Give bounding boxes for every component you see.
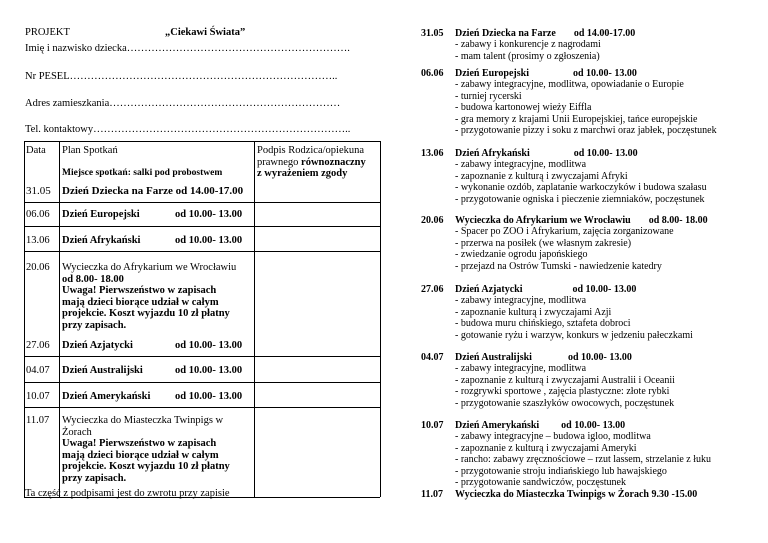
pesel-field: Nr PESEL………………………………………………………………….. [25, 71, 338, 82]
projekt-label: PROJEKT [25, 27, 70, 38]
address-field: Adres zamieszkania………………………………………………………… [25, 98, 341, 109]
row-date: 31.05 [26, 185, 51, 197]
row-date: 20.06 [26, 262, 50, 273]
schedule-date: 31.05 [421, 28, 444, 39]
row-plan-title: Dzień Australijski [62, 365, 143, 376]
row-plan-time: od 10.00- 13.00 [175, 391, 243, 402]
schedule-date: 10.07 [421, 420, 444, 431]
row-plan-title: Dzień Afrykański [62, 235, 141, 246]
row-plan-trip: Wycieczka do Miasteczka Twinpigs w Żorach Uwaga! Pierwszeństwo w zapisach mają dzieci biorące udział w całym projekcie. Koszt wyjazdu 10 zł płatny przy zapisach. [62, 415, 230, 484]
schedule-date: 27.06 [421, 284, 444, 295]
row-plan-time: od 10.00- 13.00 [175, 340, 243, 351]
row-date: 27.06 [26, 340, 50, 351]
meeting-place-note: Miejsce spotkań: salki pod probostwem [62, 168, 223, 178]
row-date: 06.06 [26, 209, 50, 220]
schedule-date: 20.06 [421, 215, 444, 226]
schedule-date: 11.07 [421, 489, 443, 500]
schedule-date: 06.06 [421, 68, 444, 79]
row-date: 11.07 [26, 415, 50, 426]
row-plan-title: Dzień Azjatycki [62, 340, 133, 351]
row-plan-time: od 10.00- 13.00 [175, 235, 243, 246]
phone-field: Tel. kontaktowy……………………………………………………………….. [25, 124, 351, 135]
schedule-entry: Wycieczka do Afrykarium we Wrocławiu od 8.00- 18.00 - Spacer po ZOO i Afrykarium, zajęcia zorganizowane - przerwa na posiłek (we własnym zakresie) - zwiedzanie ogrodu japońskiego - przejazd na Ostrów Tumski - nawiedzenie katedry [455, 215, 708, 272]
schedule-entry: Wycieczka do Miasteczka Twinpigs w Żorach 9.30 -15.00 [455, 489, 698, 500]
row-plan-time: od 10.00- 13.00 [175, 365, 243, 376]
child-name-field: Imię i nazwisko dziecka………………………………………………………. [25, 43, 350, 54]
schedule-entry: Dzień Afrykański od 10.00- 13.00 - zabawy integracyjne, modlitwa - zapoznanie z kulturą i zwyczajami Afryki - wykonanie ozdób, zaplatanie warkoczyków i budowa szałasu - przygotowanie ogniska i pieczenie ziemniaków, poczęstunek [455, 148, 707, 205]
schedule-entry: Dzień Dziecka na Farze od 14.00-17.00 - zabawy i konkurencje z nagrodami - mam talent (prosimy o zgłoszenia) [455, 28, 636, 62]
return-note: Ta część z podpisami jest do zwrotu przy zapisie [25, 488, 230, 499]
column-header-date: Data [26, 145, 46, 156]
schedule-date: 04.07 [421, 352, 444, 363]
schedule-entry: Dzień Australijski od 10.00- 13.00 - zabawy integracyjne, modlitwa - zapoznanie z kulturą i zwyczajami Australii i Oceanii - rozgrywki sportowe , zajęcia plastyczne: złote rybki - przygotowanie szaszłyków owocowych, poczęstunek [455, 352, 675, 409]
row-plan-title: Dzień Amerykański [62, 391, 151, 402]
row-plan-title: Dzień Europejski [62, 209, 140, 220]
schedule-entry: Dzień Europejski od 10.00- 13.00 - zabawy integracyjne, modlitwa, opowiadanie o Europie - turniej rycerski - budowa kartonowej wieży Eiffla - gra memory z krajami Unii Europejskiej, tańce europejskie - przygotowanie pizzy i soku z marchwi oraz jabłek, poczęstunek [455, 68, 717, 137]
row-plan-time: od 10.00- 13.00 [175, 209, 243, 220]
schedule-date: 13.06 [421, 148, 444, 159]
schedule-entry: Dzień Azjatycki od 10.00- 13.00 - zabawy integracyjne, modlitwa - zapoznanie kulturą i zwyczajami Azji - budowa muru chińskiego, sztafeta dobroci - gotowanie ryżu i warzyw, konkurs w jedzeniu pałeczkami [455, 284, 693, 341]
document-title: „Ciekawi Świata” [165, 27, 246, 38]
row-date: 04.07 [26, 365, 50, 376]
column-header-signature: Podpis Rodzica/opiekuna prawnego równoznaczny z wyrażeniem zgody [257, 145, 366, 179]
schedule-entry: Dzień Amerykański od 10.00- 13.00 - zabawy integracyjne – budowa igloo, modlitwa - zapoznanie z kulturą i zwyczajami Ameryki - rancho: zabawy zręcznościowe – rzut lassem, strzelanie z łuku - przygotowanie stroju indiańskiego lub hawajskiego - przygotowanie sandwiczów, poczęstunek [455, 420, 711, 489]
row-plan-trip: Wycieczka do Afrykarium we Wrocławiu od 8.00- 18.00 Uwaga! Pierwszeństwo w zapisach mają dzieci biorące udział w całym projekcie. Koszt wyjazdu 10 zł płatny przy zapisach. [62, 262, 237, 331]
column-header-plan: Plan Spotkań [62, 145, 118, 156]
row-plan: Dzień Dziecka na Farze od 14.00-17.00 [62, 185, 244, 197]
row-date: 13.06 [26, 235, 50, 246]
row-date: 10.07 [26, 391, 50, 402]
